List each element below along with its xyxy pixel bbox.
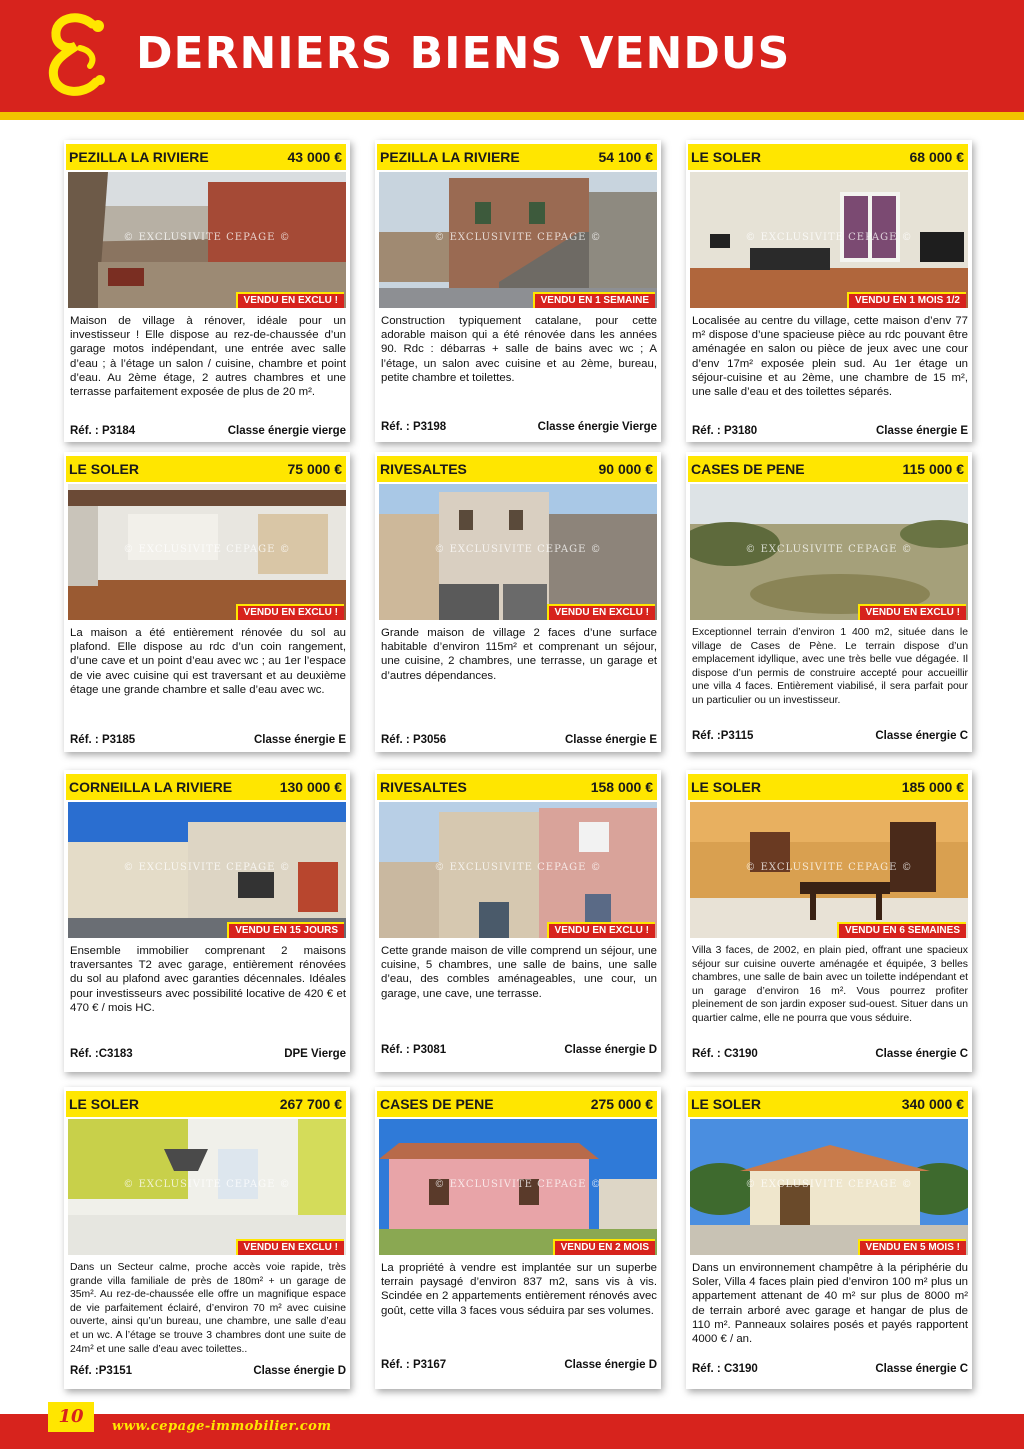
website-link[interactable]: www.cepage-immobilier.com [112,1419,332,1434]
sold-badge: VENDU EN EXCLU ! [236,1239,344,1255]
listing-description: Dans un Secteur calme, proche accès voie rapide, très grande villa familiale de près de 180m² + un garage de 35m². Au rez-de-chaussée elle offre un magnifique espace de vie parfaitement éclairé, d’environ 70 m² avec cuisine ouverte, ainsi qu’un bureau, une chambre, une salle d’eau et un wc. A l’étage se trouve 3 chambres dont une suite de 24m² et une salle d’eau avec toilettes.. [70,1262,346,1355]
listing-energy-class: Classe énergie Vierge [537,421,657,433]
header-stripe [0,112,1024,120]
listing-photo [379,802,657,938]
listing-energy-class: Classe énergie D [564,1359,657,1371]
listing-town: LE SOLER [691,779,762,795]
sold-badge: VENDU EN EXCLU ! [236,292,344,308]
listing-card [64,770,350,1072]
listing-town: CASES DE PENE [691,461,805,477]
listing-header [688,456,968,482]
listing-photo [690,802,968,938]
listing-price: 267 700 € [279,1096,342,1112]
listing-photo [690,484,968,620]
listing-header [377,1091,657,1117]
listing-price: 115 000 € [902,461,964,477]
listing-header [688,144,968,170]
listing-ref: Réf. : P3180 [692,425,758,437]
photo-watermark: © EXCLUSIVITE CEPAGE © [123,544,291,555]
cepage-logo-icon [40,10,120,100]
listing-energy-class: Classe énergie E [564,734,657,746]
listing-town: PEZILLA LA RIVIERE [380,149,520,165]
photo-watermark: © EXCLUSIVITE CEPAGE © [434,232,602,243]
listing-photo [68,802,346,938]
listing-ref: Réf. : C3190 [692,1363,758,1375]
listing-card [64,140,350,442]
listing-energy-class: Classe énergie E [253,734,346,746]
listing-price: 75 000 € [287,461,342,477]
sold-badge: VENDU EN EXCLU ! [858,604,966,620]
listing-description: Cette grande maison de ville comprend un séjour, une cuisine, 5 chambres, une salle de bains, une salle d’eau, des combles aménageables, une cour, un garage, une cave, une terrasse. [381,945,657,1000]
listing-price: 43 000 € [287,149,342,165]
sold-badge: VENDU EN EXCLU ! [236,604,344,620]
listing-description: La maison a été entièrement rénovée du sol au plafond. Elle dispose au rdc d’un coin rangement, d’une cave et un point d’eau avec wc ; au 1er l’espace de vie avec cuisine qui est traversant et au deuxième étage une grande chambre et salle d’eau avec wc. [70,627,346,696]
sold-badge: VENDU EN EXCLU ! [547,604,655,620]
photo-watermark: © EXCLUSIVITE CEPAGE © [123,232,291,243]
listing-town: PEZILLA LA RIVIERE [69,149,209,165]
listing-ref: Réf. : P3185 [70,734,136,746]
listing-description: Grande maison de village 2 faces d’une surface habitable d’environ 115m² et comprenant un séjour, une cuisine, 2 chambres, une terrasse, un garage et d’autres dépendances. [381,627,657,682]
listing-header [66,144,346,170]
listing-description: Ensemble immobilier comprenant 2 maisons traversantes T2 avec garage, entièrement rénovées du sol au plafond avec garanties décennales. Idéales pour investisseurs avec possibilité locative de 420 € et 470 € / mois HC. [70,945,346,1014]
listing-town: CORNEILLA LA RIVIERE [69,779,233,795]
listing-price: 185 000 € [901,779,964,795]
listing-photo [690,1119,968,1255]
listing-description: Villa 3 faces, de 2002, en plain pied, offrant une spacieux séjour sur cuisine ouverte aménagée et équipée, 3 belles chambres, une salle de bain avec un toilette indépendant et un garage d’environ 16 m². Vous pourrez profiter pleinement de son jardin exposer sud-ouest. Situer dans un quartier calme, elle ne pourra que vous séduire. [692,945,968,1024]
listing-price: 275 000 € [590,1096,653,1112]
listing-photo [379,172,657,308]
listing-description: Localisée au centre du village, cette maison d’env 77 m² dispose d’une spacieuse pièce au rdc pouvant être aménagée en salon ou pièce de jeux avec une cour d’env 17m² exposée plein sud. Au 1er étage un séjour-cuisine et au 2ème, une chambre de 15 m², une salle d’eau et des toilettes séparés. [692,315,968,399]
listing-header [377,456,657,482]
listing-ref: Réf. : P3056 [381,734,447,746]
sold-badge: VENDU EN EXCLU ! [547,922,655,938]
listing-ref: Réf. : C3190 [692,1048,758,1060]
listing-header [377,774,657,800]
listing-energy-class: Classe énergie vierge [227,425,346,437]
listing-description: Exceptionnel terrain d’environ 1 400 m2, située dans le village de Cases de Pène. Le terrain dispose d’un emplacement idyllique, avec une très belle vue dégagée. Il dispose d’un permis de construire accepté pour accueillir une villa 4 faces. Entièrement viabilisé, il sera parfait pour un particulier ou un investisseur. [692,627,968,706]
listing-card [64,1087,350,1389]
listing-photo [68,172,346,308]
sold-badge: VENDU EN 1 SEMAINE [533,292,655,308]
listing-price: 90 000 € [598,461,653,477]
listing-card [686,140,972,442]
photo-watermark: © EXCLUSIVITE CEPAGE © [745,544,913,555]
listing-price: 158 000 € [590,779,653,795]
listing-ref: Réf. : P3081 [381,1044,447,1056]
sold-badge: VENDU EN 5 MOIS ! [858,1239,966,1255]
listing-photo [379,484,657,620]
listing-description: Construction typiquement catalane, pour cette adorable maison qui a été rénovée dans les années 90. Rdc : débarras + salle de bains avec wc ; A l’étage, un salon avec cuisine et au 2ème, bureau, petite chambre et toilettes. [381,315,657,384]
listing-town: LE SOLER [691,1096,762,1112]
photo-watermark: © EXCLUSIVITE CEPAGE © [745,1179,913,1190]
listing-card [686,770,972,1072]
listing-photo [68,484,346,620]
listing-price: 340 000 € [901,1096,964,1112]
listing-town: RIVESALTES [380,461,467,477]
listing-energy-class: Classe énergie D [564,1044,657,1056]
listing-header [688,774,968,800]
listing-ref: Réf. : P3184 [70,425,136,437]
listing-description: Dans un environnement champêtre à la périphérie du Soler, Villa 4 faces plain pied d’environ 100 m² plus un appartement attenant de 40 m² sur plus de 8000 m² de terrain arboré avec garage et hangar de plus de 110 m². Panneaux solaires posés et payés rapportent 4000 € / an. [692,1262,968,1346]
sold-badge: VENDU EN 1 MOIS 1/2 [847,292,966,308]
listing-photo [690,172,968,308]
photo-watermark: © EXCLUSIVITE CEPAGE © [434,862,602,873]
listing-energy-class: DPE Vierge [284,1048,346,1060]
listing-photo [68,1119,346,1255]
listing-card [375,452,661,752]
listing-ref: Réf. :P3115 [692,730,754,742]
listing-energy-class: Classe énergie D [253,1365,346,1377]
listing-description: Maison de village à rénover, idéale pour un investisseur ! Elle dispose au rez-de-chaussée d’un garage motos indépendant, une entrée avec salle d’eau ; à l’étage un salon / cuisine, chambre et point d’eau. Au 2ème étage, 2 autres chambres et une terrasse parfaitement exposée de plus de 20 m². [70,315,346,399]
listing-price: 54 100 € [598,149,653,165]
photo-watermark: © EXCLUSIVITE CEPAGE © [434,1179,602,1190]
listing-header [688,1091,968,1117]
listing-header [377,144,657,170]
listing-town: RIVESALTES [380,779,467,795]
listing-card [686,452,972,752]
photo-watermark: © EXCLUSIVITE CEPAGE © [123,862,291,873]
listing-ref: Réf. : P3167 [381,1359,447,1371]
listing-energy-class: Classe énergie E [875,425,968,437]
sold-badge: VENDU EN 15 JOURS [227,922,344,938]
listing-town: LE SOLER [69,461,140,477]
listing-energy-class: Classe énergie C [875,1363,968,1375]
listing-town: LE SOLER [691,149,762,165]
sold-badge: VENDU EN 2 MOIS [553,1239,655,1255]
listing-card [686,1087,972,1389]
photo-watermark: © EXCLUSIVITE CEPAGE © [745,862,913,873]
listing-town: CASES DE PENE [380,1096,494,1112]
listing-energy-class: Classe énergie C [875,1048,968,1060]
photo-watermark: © EXCLUSIVITE CEPAGE © [123,1179,291,1190]
listing-card [375,1087,661,1389]
listing-photo [379,1119,657,1255]
listing-card [64,452,350,752]
listing-header [66,456,346,482]
listing-ref: Réf. : P3198 [381,421,447,433]
listing-energy-class: Classe énergie C [875,730,968,742]
listing-card [375,770,661,1072]
sold-badge: VENDU EN 6 SEMAINES [837,922,966,938]
page-title: DERNIERS BIENS VENDUS [136,28,791,79]
listing-description: La propriété à vendre est implantée sur un superbe terrain paysagé d’environ 837 m2, sans vis à vis. Scindée en 2 appartements entièrement rénovés avec goût, cette villa 3 faces vous séduira par ses volumes. [381,1262,657,1317]
listing-price: 130 000 € [279,779,342,795]
page-number: 10 [48,1402,94,1432]
listing-card [375,140,661,442]
photo-watermark: © EXCLUSIVITE CEPAGE © [434,544,602,555]
listing-header [66,774,346,800]
photo-watermark: © EXCLUSIVITE CEPAGE © [745,232,913,243]
listing-town: LE SOLER [69,1096,140,1112]
listing-header [66,1091,346,1117]
listing-ref: Réf. :C3183 [70,1048,133,1060]
listing-ref: Réf. :P3151 [70,1365,133,1377]
listing-price: 68 000 € [909,149,964,165]
